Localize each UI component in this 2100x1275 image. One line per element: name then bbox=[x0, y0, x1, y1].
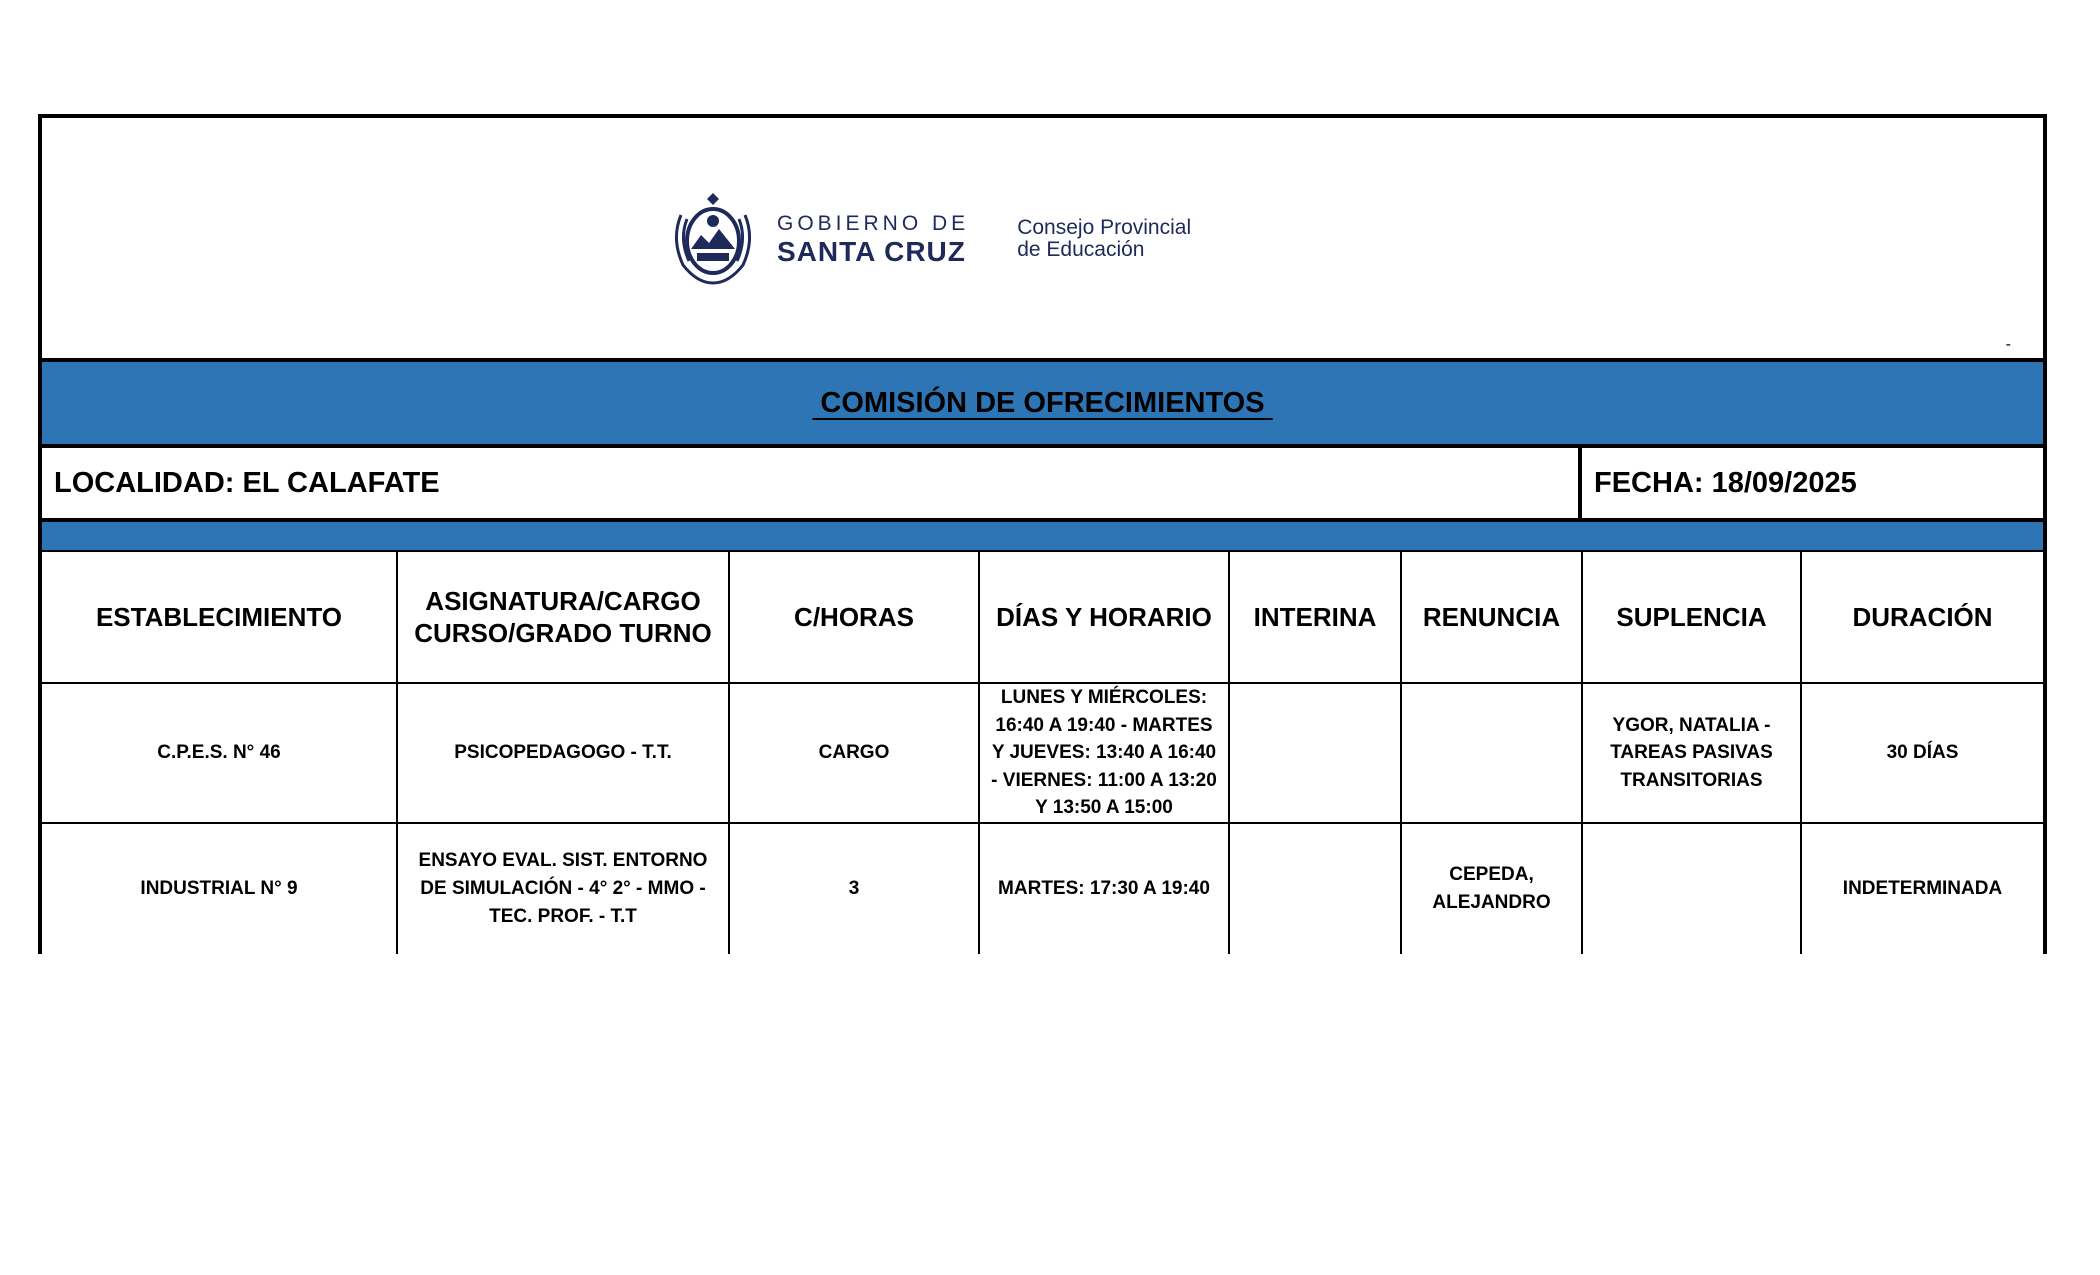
dash-mark: - bbox=[2005, 336, 2011, 353]
cell-horas: CARGO bbox=[729, 683, 979, 823]
title-band bbox=[42, 362, 2043, 448]
cell-interina bbox=[1229, 683, 1401, 823]
cell-establecimiento: C.P.E.S. N° 46 bbox=[42, 683, 397, 823]
header-asignatura: ASIGNATURA/CARGO CURSO/GRADO TURNO bbox=[397, 552, 729, 683]
header-suplencia: SUPLENCIA bbox=[1582, 552, 1801, 683]
cell-establecimiento: INDUSTRIAL N° 9 bbox=[42, 823, 397, 954]
cell-asignatura: PSICOPEDAGOGO - T.T. bbox=[397, 683, 729, 823]
localidad-field: LOCALIDAD: EL CALAFATE bbox=[42, 448, 1582, 518]
cell-asignatura: ENSAYO EVAL. SIST. ENTORNO DE SIMULACIÓN - 4° 2° - MMO - TEC. PROF. - T.T bbox=[397, 823, 729, 954]
cell-duracion: 30 DÍAS bbox=[1801, 683, 2043, 823]
header-horas: C/HORAS bbox=[729, 552, 979, 683]
cell-horas: 3 bbox=[729, 823, 979, 954]
table-header-row bbox=[42, 552, 2043, 683]
table-row bbox=[42, 683, 2043, 823]
document-sheet bbox=[38, 114, 2047, 954]
header-establecimiento: ESTABLECIMIENTO bbox=[42, 552, 397, 683]
cell-renuncia: CEPEDA, ALEJANDRO bbox=[1401, 823, 1582, 954]
cell-suplencia: YGOR, NATALIA - TAREAS PASIVAS TRANSITORIAS bbox=[1582, 683, 1801, 823]
consejo-line2: de Educación bbox=[1017, 238, 1145, 261]
consejo-line1: Consejo Provincial bbox=[1017, 215, 1192, 239]
consejo-text bbox=[1017, 217, 1191, 261]
cell-interina bbox=[1229, 823, 1401, 954]
header-duracion: DURACIÓN bbox=[1801, 552, 2043, 683]
logo-area bbox=[42, 118, 2043, 362]
cell-horario: LUNES Y MIÉRCOLES: 16:40 A 19:40 - MARTES Y JUEVES: 13:40 A 16:40 - VIERNES: 11:00 A 13:20 Y 13:50 A 15:00 bbox=[979, 683, 1229, 823]
cell-renuncia bbox=[1401, 683, 1582, 823]
santa-cruz-line: SANTA CRUZ bbox=[777, 235, 966, 267]
header-renuncia: RENUNCIA bbox=[1401, 552, 1582, 683]
gobierno-logo bbox=[667, 191, 1191, 287]
separator-band bbox=[42, 522, 2043, 552]
provincial-seal-icon bbox=[667, 191, 759, 287]
gobierno-line: GOBIERNO DE bbox=[777, 211, 970, 235]
header-horario: DÍAS Y HORARIO bbox=[979, 552, 1229, 683]
table-row bbox=[42, 823, 2043, 954]
cell-horario: MARTES: 17:30 A 19:40 bbox=[979, 823, 1229, 954]
page-title: COMISIÓN DE OFRECIMIENTOS bbox=[812, 386, 1273, 419]
offers-table bbox=[42, 552, 2043, 954]
info-row bbox=[42, 448, 2043, 522]
gobierno-text bbox=[777, 213, 969, 266]
fecha-field: FECHA: 18/09/2025 bbox=[1594, 466, 1857, 499]
header-interina: INTERINA bbox=[1229, 552, 1401, 683]
cell-duracion: INDETERMINADA bbox=[1801, 823, 2043, 954]
cell-suplencia bbox=[1582, 823, 1801, 954]
